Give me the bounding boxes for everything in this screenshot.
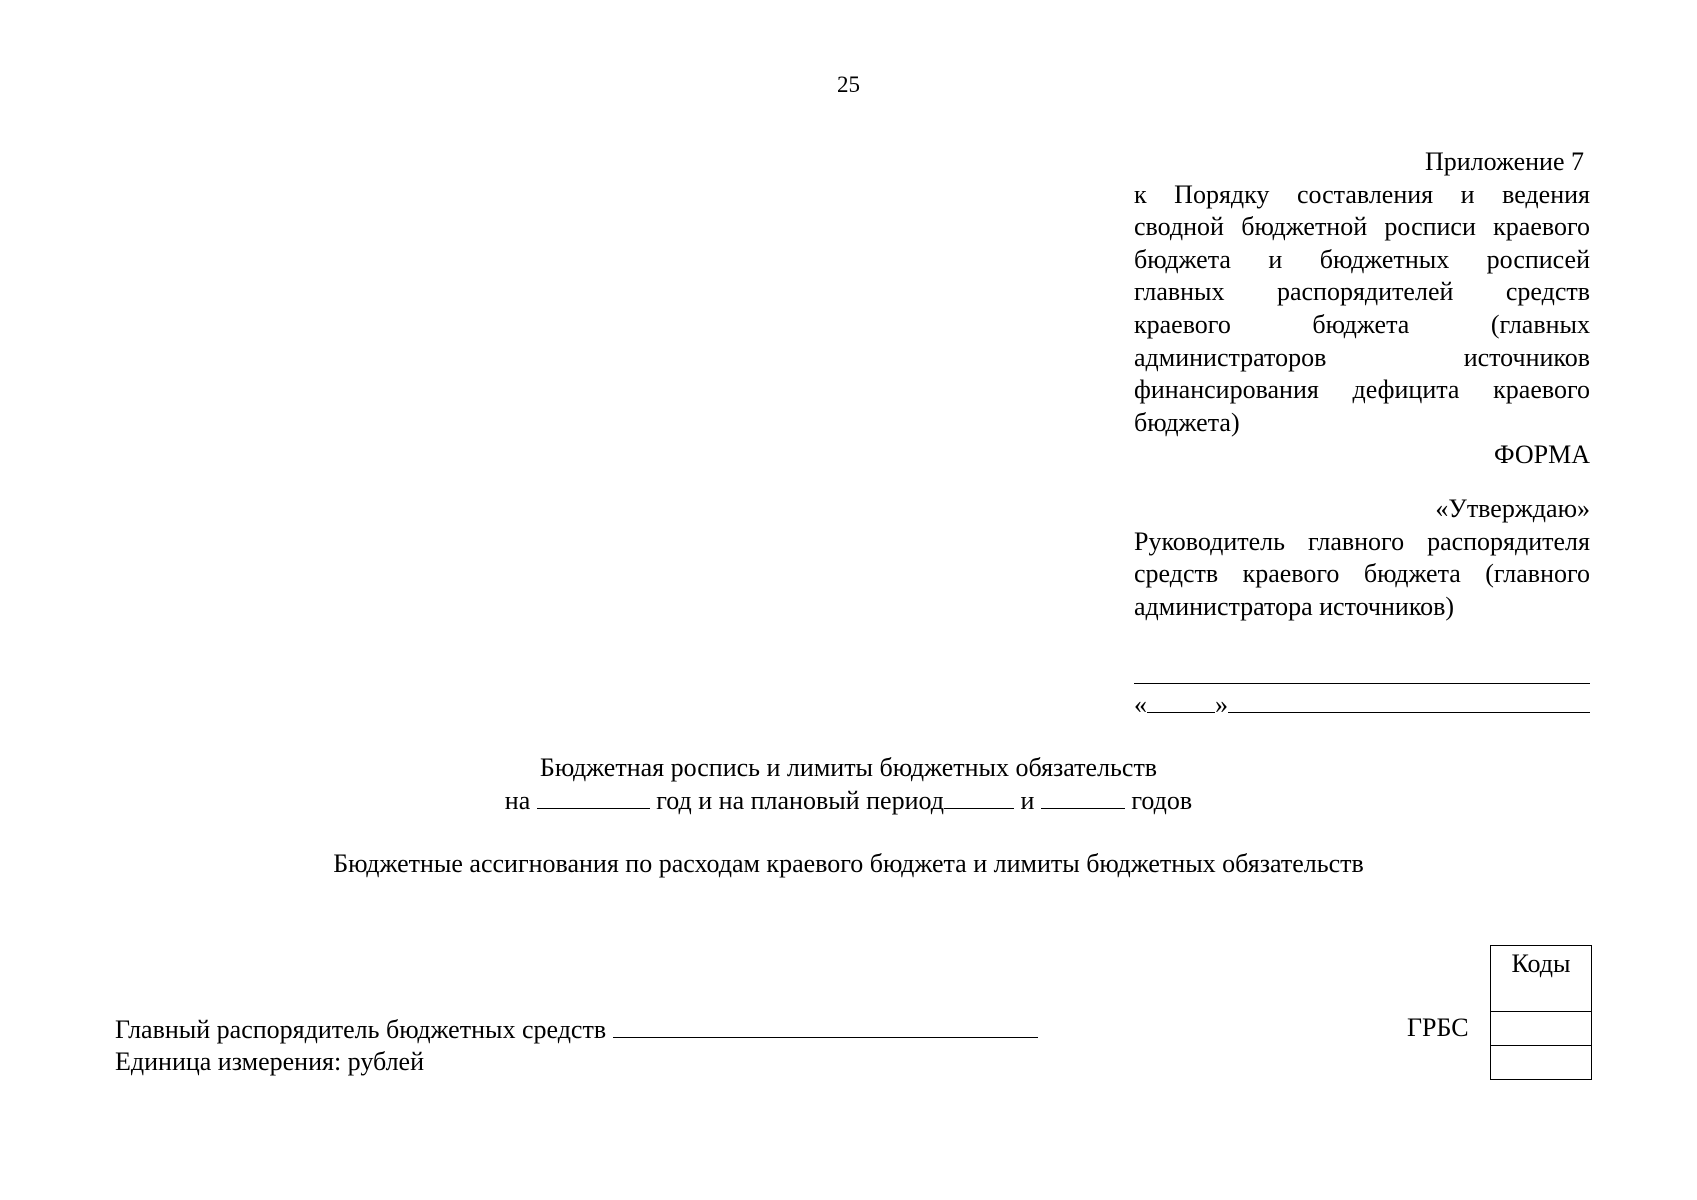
approval-title: «Утверждаю» [1435, 494, 1590, 523]
unit-label: Единица измерения: рублей [115, 1047, 424, 1076]
quote-open: « [1134, 690, 1147, 719]
document-title-line2: на год и на плановый период и годов [504, 786, 1193, 815]
appendix-block [1134, 146, 1590, 472]
grbs-label: ГРБС [1407, 1013, 1469, 1042]
document-title [0, 751, 1697, 817]
page-number: 25 [837, 72, 860, 97]
approval-text: Руководитель главного распорядителя средств краевого бюджета (главного администратора источников) [1134, 526, 1590, 621]
plan-year1-blank[interactable] [944, 784, 1014, 809]
year-blank[interactable] [537, 784, 650, 809]
document-title-line1: Бюджетная роспись и лимиты бюджетных обязательств [539, 753, 1158, 782]
grbs-code-cell[interactable] [1491, 1012, 1591, 1045]
chief-row [115, 1013, 1038, 1045]
approval-block [1134, 493, 1590, 623]
chief-blank[interactable] [613, 1013, 1038, 1038]
month-year-blank[interactable] [1228, 688, 1590, 713]
codes-table [1490, 945, 1592, 1080]
approval-date-row [1134, 688, 1590, 721]
day-blank[interactable] [1147, 688, 1215, 713]
codes-header: Коды [1491, 946, 1591, 1012]
unit-code-cell[interactable] [1491, 1045, 1591, 1079]
form-label: ФОРМА [1494, 440, 1590, 470]
plan-year2-blank[interactable] [1041, 784, 1125, 809]
section-title: Бюджетные ассигнования по расходам краевого бюджета и лимиты бюджетных обязательств [333, 849, 1364, 878]
quote-close: » [1215, 690, 1228, 719]
chief-label: Главный распорядитель бюджетных средств [115, 1015, 607, 1044]
signature-line[interactable] [1134, 683, 1590, 684]
appendix-title: Приложение 7 [1424, 147, 1584, 176]
appendix-text: к Порядку составления и ведения сводной бюджетной росписи краевого бюджета и бюджетных росписей главных распорядителей средств краевого бюджета (главных администраторов источников финансирования дефицита краевого бюджета) [1134, 179, 1590, 437]
